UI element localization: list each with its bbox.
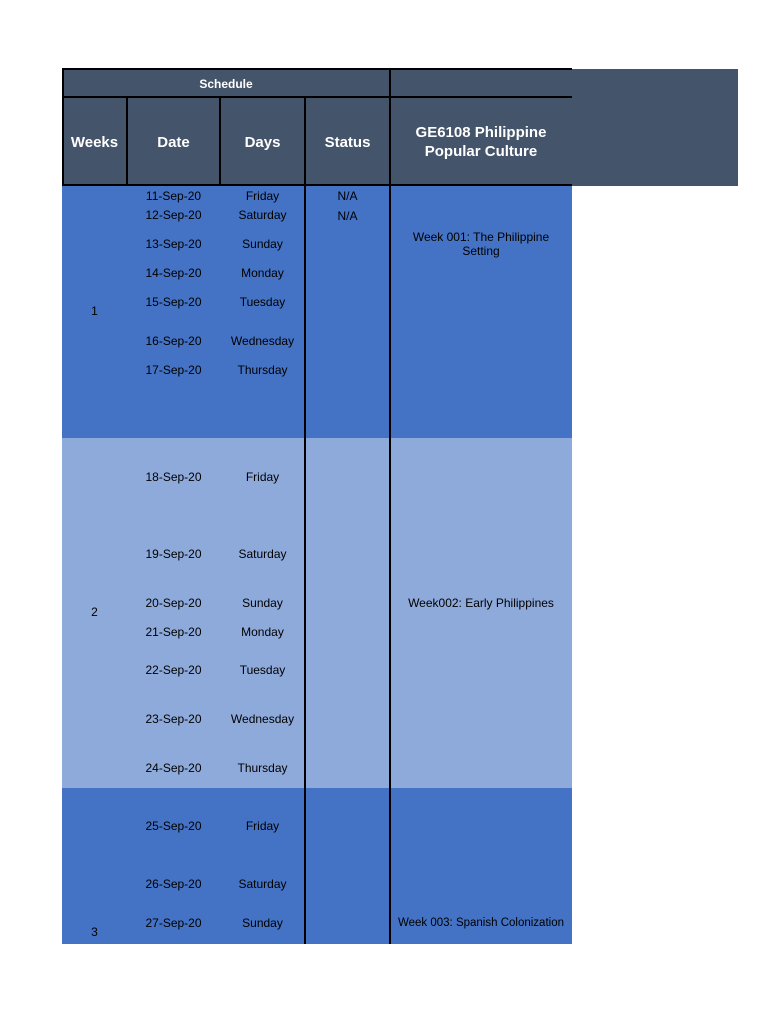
- day-cell: Saturday: [238, 547, 287, 561]
- grid-line-weeks: [126, 97, 128, 186]
- week-1-band: [62, 186, 572, 438]
- grid-line-left: [62, 68, 64, 186]
- date-cell: 19-Sep-20: [145, 547, 202, 561]
- schedule-title: Schedule: [199, 76, 253, 91]
- date-cell: 14-Sep-20: [145, 266, 202, 280]
- grid-line-days: [304, 97, 306, 944]
- date-cell: 20-Sep-20: [145, 596, 202, 610]
- column-header-date: Date: [127, 98, 220, 186]
- date-cell: 24-Sep-20: [145, 761, 202, 775]
- day-cell: Saturday: [238, 877, 287, 891]
- date-cell: 18-Sep-20: [145, 470, 202, 484]
- day-cell: Monday: [241, 266, 284, 280]
- day-cell: Sunday: [242, 596, 283, 610]
- week-topic: Week 003: Spanish Colonization: [397, 917, 564, 929]
- week-number: 1: [91, 304, 98, 318]
- date-cell: 23-Sep-20: [145, 712, 202, 726]
- day-cell: Tuesday: [239, 295, 286, 309]
- day-cell: Friday: [245, 819, 280, 833]
- day-cell: Sunday: [242, 916, 283, 930]
- grid-line-date: [219, 97, 221, 186]
- date-cell: 27-Sep-20: [145, 916, 202, 930]
- week-number: 2: [91, 605, 98, 619]
- week-topic: Week002: Early Philippines: [408, 596, 554, 610]
- week-2-band: [62, 438, 572, 788]
- date-cell: 13-Sep-20: [145, 237, 202, 251]
- day-cell: Sunday: [242, 237, 283, 251]
- date-cell: 26-Sep-20: [145, 877, 202, 891]
- date-cell: 15-Sep-20: [145, 295, 202, 309]
- column-header-days: Days: [220, 98, 305, 186]
- day-cell: Saturday: [238, 208, 287, 222]
- day-cell: Thursday: [237, 761, 288, 775]
- week-topic: Week 001: The Philippine Setting: [412, 230, 550, 258]
- grid-line-header-bottom: [62, 184, 572, 186]
- schedule-group-header: [62, 69, 390, 98]
- status-cell: N/A: [337, 189, 358, 203]
- day-cell: Friday: [245, 189, 280, 203]
- day-cell: Tuesday: [239, 663, 286, 677]
- date-cell: 25-Sep-20: [145, 819, 202, 833]
- day-cell: Wednesday: [230, 712, 295, 726]
- status-cell: N/A: [337, 209, 358, 223]
- date-cell: 22-Sep-20: [145, 663, 202, 677]
- week-number: 3: [91, 925, 98, 939]
- day-cell: Monday: [241, 625, 284, 639]
- date-cell: 16-Sep-20: [145, 334, 202, 348]
- column-header-weeks: Weeks: [62, 98, 127, 186]
- date-cell: 12-Sep-20: [145, 208, 202, 222]
- date-cell: 11-Sep-20: [145, 189, 202, 203]
- column-header-course: GE6108 Philippine Popular Culture: [390, 98, 572, 186]
- date-cell: 17-Sep-20: [145, 363, 202, 377]
- grid-line-header-split: [62, 96, 572, 98]
- day-cell: Wednesday: [230, 334, 295, 348]
- day-cell: Friday: [245, 470, 280, 484]
- date-cell: 21-Sep-20: [145, 625, 202, 639]
- column-header-status: Status: [305, 98, 390, 186]
- grid-line-top: [62, 68, 572, 70]
- day-cell: Thursday: [237, 363, 288, 377]
